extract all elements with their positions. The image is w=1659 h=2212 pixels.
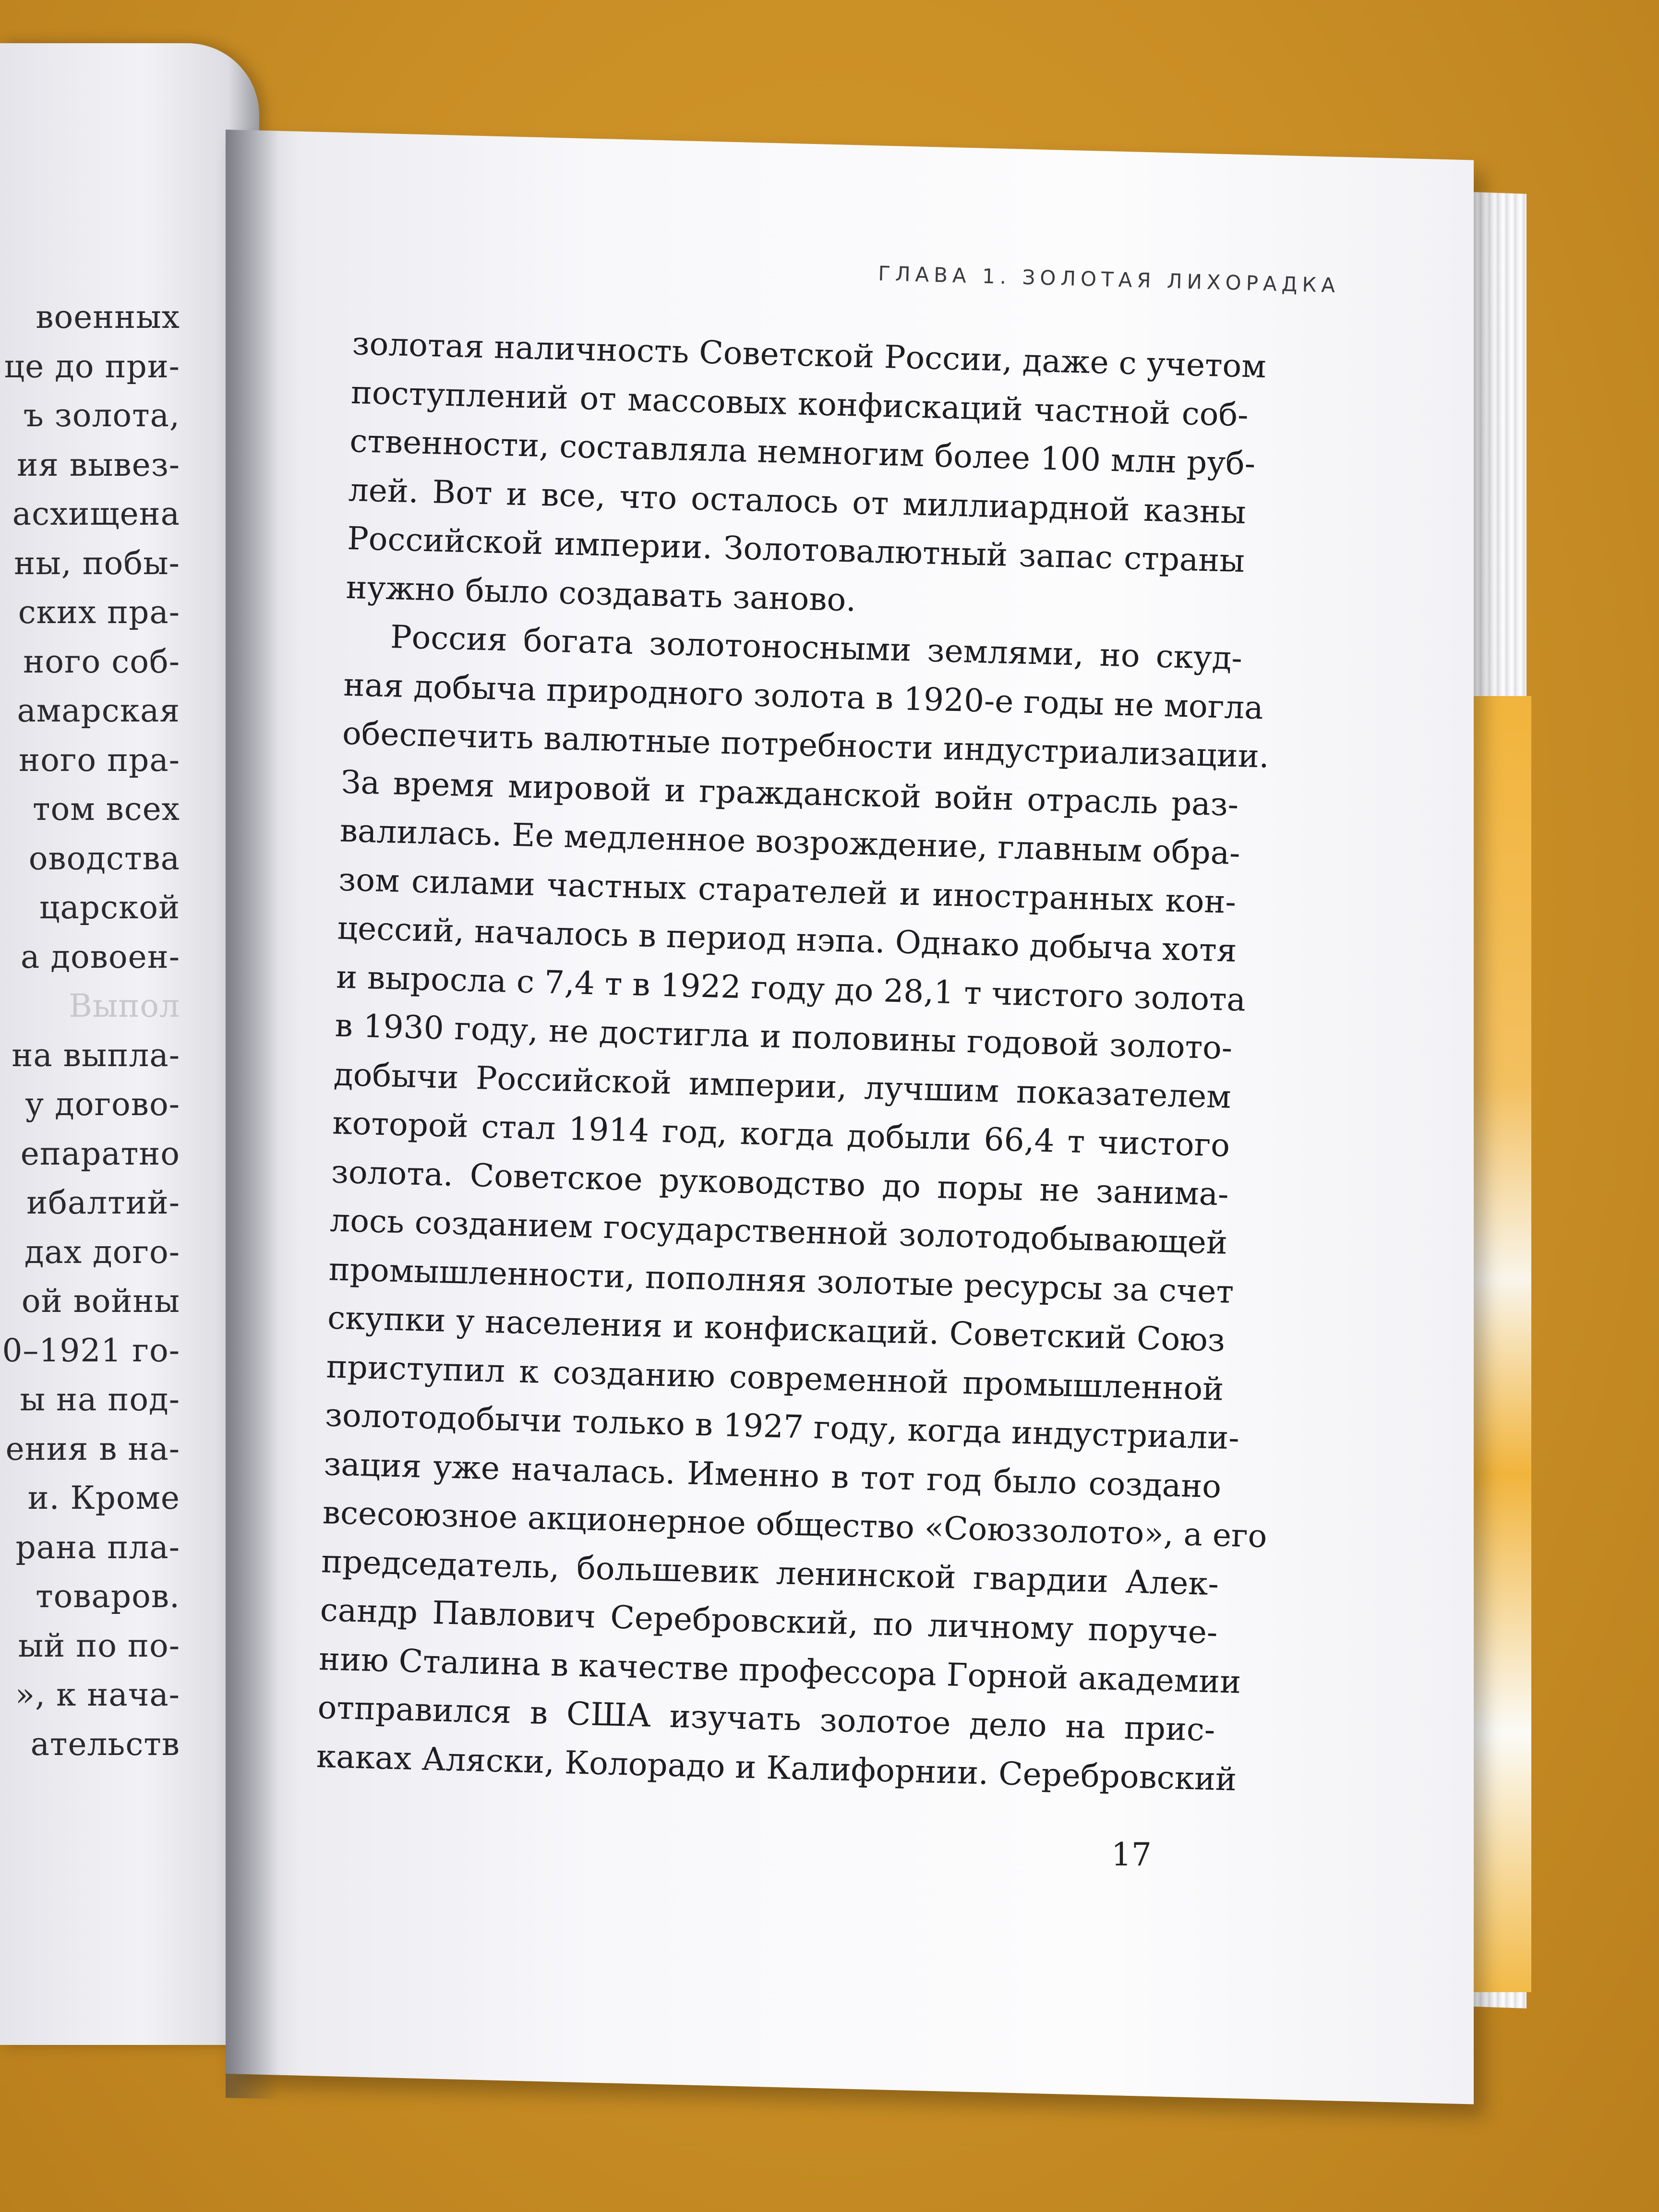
left-line: оводства <box>28 840 180 877</box>
left-line: товаров. <box>36 1578 180 1615</box>
text-line: которой стал 1914 год, когда добыли 66,4 т чистого <box>332 1104 1231 1164</box>
left-line: у догово- <box>25 1086 180 1123</box>
text-line: скупки у населения и конфискаций. Советский Союз <box>327 1299 1226 1359</box>
text-line: лось созданием государственной золотодобывающей <box>329 1202 1228 1262</box>
left-line: том всех <box>33 791 180 828</box>
left-line: военных <box>36 299 180 336</box>
running-head: ГЛАВА 1. ЗОЛОТАЯ ЛИХОРАДКА <box>878 262 1340 298</box>
text-line: добычи Российской империи, лучшим показателем <box>333 1056 1232 1116</box>
left-line: на выпла- <box>12 1036 180 1074</box>
right-page-body <box>316 319 1270 1803</box>
text-line: ственности, составляла немногим более 100 млн руб- <box>349 422 1256 482</box>
text-line: цессий, началось в период нэпа. Однако добыча хотя <box>337 909 1238 970</box>
text-line: промышленности, пополняя золотые ресурсы за счет <box>328 1250 1235 1310</box>
text-line: всесоюзное акционерное общество «Союззолото», а его <box>322 1494 1268 1555</box>
left-line: ских пра- <box>18 594 180 631</box>
text-line: золота. Советское руководство до поры не занима- <box>331 1153 1229 1213</box>
left-line: ъ золота, <box>23 397 180 434</box>
page-number: 17 <box>1111 1836 1152 1873</box>
text-line: золотодобычи только в 1927 году, когда индустриали- <box>325 1396 1240 1457</box>
left-line: ны, побы- <box>14 544 180 582</box>
book-gutter-shadow <box>226 130 278 2099</box>
text-line: лей. Вот и все, что осталось от миллиардной казны <box>348 471 1247 531</box>
left-line: ения в на- <box>5 1430 180 1467</box>
left-line: и. Кроме <box>27 1479 180 1516</box>
left-line: ибалтий- <box>26 1184 180 1221</box>
left-line: це до при- <box>4 348 180 385</box>
left-line: ия вывез- <box>17 446 180 483</box>
text-line: ная добыча природного золота в 1920-е годы не могла <box>343 666 1264 726</box>
text-line: За время мировой и гражданской войн отрасль раз- <box>340 763 1239 823</box>
text-line: сандр Павлович Серебровский, по личному поруче- <box>319 1591 1218 1651</box>
left-page <box>0 43 259 2045</box>
left-line-faint: Выпол <box>69 987 180 1024</box>
text-line: Россия богата золотоносными землями, но скуд- <box>390 618 1243 677</box>
left-line: а довоен- <box>21 938 180 975</box>
left-line: ый по по- <box>18 1627 180 1664</box>
left-line: ного соб- <box>23 643 180 680</box>
left-line: ательств <box>30 1725 180 1763</box>
text-line: зация уже началась. Именно в тот год было создано <box>323 1445 1222 1505</box>
text-line: и выросла с 7,4 т в 1922 году до 28,1 т чистого золота <box>336 958 1246 1019</box>
text-line: Российской империи. Золотовалютный запас страны <box>347 519 1245 580</box>
text-line: приступил к созданию современной промышленной <box>325 1347 1225 1408</box>
left-line: 0–1921 го- <box>2 1332 180 1369</box>
book-cover-edge <box>1469 696 1531 1992</box>
left-line: ой войны <box>21 1283 180 1320</box>
left-line: ы на под- <box>20 1381 180 1418</box>
left-line: », к нача- <box>15 1676 180 1713</box>
left-page-text <box>0 293 180 1769</box>
text-line: отправился в США изучать золотое дело на прис- <box>317 1689 1216 1749</box>
left-line: ного пра- <box>19 741 180 779</box>
left-line: рана пла- <box>15 1528 180 1566</box>
text-line: золотая наличность Советской России, даже с учетом <box>351 325 1267 385</box>
text-line: поступлений от массовых конфискаций частной соб- <box>350 373 1249 433</box>
text-line: обеспечить валютные потребности индустриализации. <box>342 714 1270 775</box>
left-line: асхищена <box>12 495 180 532</box>
text-line: валилась. Ее медленное возрождение, главным обра- <box>339 812 1241 872</box>
left-line: амарская <box>17 692 180 729</box>
text-line: нию Сталина в качестве профессора Горной академии <box>318 1640 1242 1701</box>
text-line: нужно было создавать заново. <box>345 568 857 619</box>
text-line: каках Аляски, Колорадо и Калифорнии. Серебровский <box>316 1737 1237 1798</box>
text-line: председатель, большевик ленинской гвардии Алек- <box>321 1542 1219 1602</box>
left-line: царской <box>39 889 180 926</box>
left-line: дах дого- <box>24 1233 180 1271</box>
text-line: зом силами частных старателей и иностранных кон- <box>338 861 1237 921</box>
left-line: епаратно <box>20 1135 180 1172</box>
text-line: в 1930 году, не достигла и половины годовой золото- <box>334 1007 1233 1067</box>
